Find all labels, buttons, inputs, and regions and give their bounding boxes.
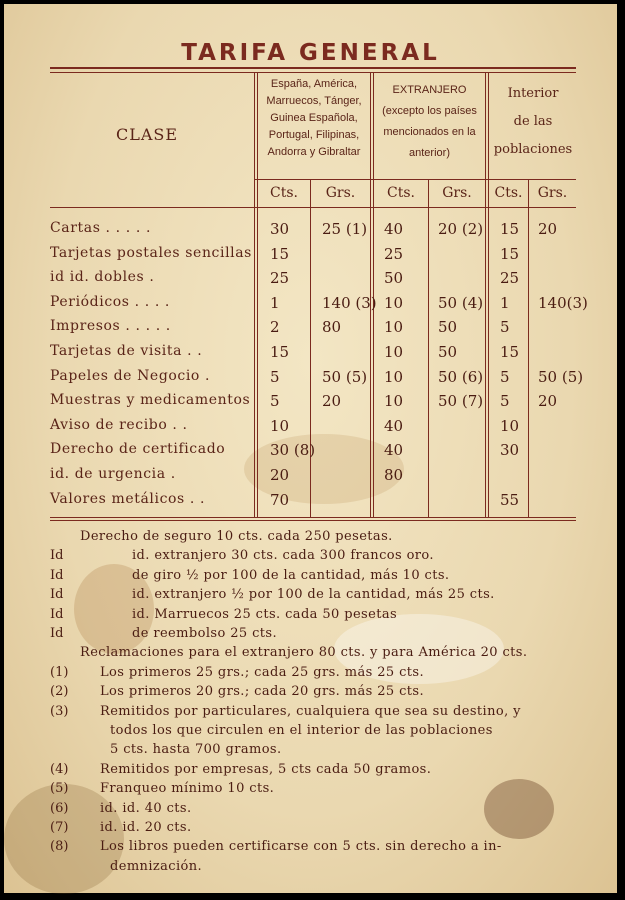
note-text: Reclamaciones para el extranjero 80 cts. y para América 20 cts.: [80, 645, 528, 660]
header-line: de las: [513, 114, 553, 129]
header-line: EXTRANJERO: [392, 84, 467, 96]
unit-cts: Cts.: [494, 185, 523, 201]
note-text: id. id. 40 cts.: [100, 801, 192, 816]
clase-header: CLASE: [116, 125, 179, 144]
tariff-cell: 25: [500, 269, 520, 287]
row-label: Derecho de certificado: [50, 441, 226, 457]
stain: [484, 779, 554, 839]
tariff-cell: 70: [270, 491, 290, 509]
table-rule-bottom-thin: [50, 520, 576, 521]
col-divider: [428, 179, 429, 517]
tariff-cell: 50: [384, 269, 404, 287]
tariff-cell: 5: [270, 368, 280, 386]
header-rule: [50, 207, 576, 208]
note-text: todos los que circulen en el interior de las poblaciones: [110, 723, 493, 738]
tariff-cell: 55: [500, 491, 520, 509]
header-line: (excepto los países: [382, 105, 477, 117]
tariff-cell: 15: [500, 245, 520, 263]
tariff-cell: 5: [500, 368, 510, 386]
note-mark: Id: [50, 568, 64, 583]
note-text: de reembolso 25 cts.: [132, 626, 277, 641]
tariff-cell: 30 (8): [270, 441, 316, 459]
tariff-cell: 50: [438, 343, 458, 361]
tariff-cell: 80: [384, 466, 404, 484]
tariff-cell: 25 (1): [322, 220, 368, 238]
tariff-cell: 50: [438, 318, 458, 336]
note-text: Los primeros 20 grs.; cada 20 grs. más 25 cts.: [100, 684, 424, 699]
note-mark: (2): [50, 684, 69, 699]
tariff-cell: 20: [322, 392, 342, 410]
note-text: Derecho de seguro 10 cts. cada 250 pesetas.: [80, 529, 393, 544]
note-text: id. id. 20 cts.: [100, 820, 192, 835]
tariff-cell: 1: [270, 294, 280, 312]
tariff-cell: 50 (7): [438, 392, 484, 410]
header-line: Andorra y Gibraltar: [267, 146, 361, 158]
stain: [244, 434, 404, 504]
note-mark: Id: [50, 626, 64, 641]
note-text: de giro ½ por 100 de la cantidad, más 10 cts.: [132, 568, 450, 583]
tariff-cell: 140 (3): [322, 294, 377, 312]
unit-grs: Grs.: [442, 185, 472, 201]
tariff-cell: 50 (5): [322, 368, 368, 386]
note-mark: (3): [50, 704, 69, 719]
note-text: id. Marruecos 25 cts. cada 50 pesetas: [132, 607, 398, 622]
note-text: Los primeros 25 grs.; cada 25 grs. más 25 cts.: [100, 665, 424, 680]
tariff-cell: 15: [270, 343, 290, 361]
header-line: Portugal, Filipinas,: [268, 129, 360, 141]
row-label: Aviso de recibo . .: [50, 417, 188, 433]
row-label: Periódicos . . . .: [50, 294, 170, 310]
tariff-cell: 40: [384, 220, 404, 238]
col-divider: [485, 72, 486, 517]
note-mark: (6): [50, 801, 69, 816]
table-rule-bottom: [50, 517, 576, 518]
tariff-cell: 1: [500, 294, 510, 312]
col-divider: [528, 179, 529, 517]
tariff-cell: 5: [270, 392, 280, 410]
tariff-cell: 20 (2): [438, 220, 484, 238]
tariff-cell: 15: [500, 220, 520, 238]
tariff-cell: 20: [270, 466, 290, 484]
header-line: Guinea Española,: [270, 112, 358, 124]
unit-cts: Cts.: [387, 185, 415, 201]
row-label: Valores metálicos . .: [50, 491, 206, 507]
tariff-cell: 10: [384, 318, 404, 336]
note-text: demnización.: [110, 859, 203, 874]
tariff-cell: 10: [270, 417, 290, 435]
note-mark: (8): [50, 839, 69, 854]
note-text: Franqueo mínimo 10 cts.: [100, 781, 275, 796]
row-label: id. de urgencia .: [50, 466, 176, 482]
note-text: id. extranjero 30 cts. cada 300 francos oro.: [132, 548, 434, 563]
tariff-cell: 20: [538, 220, 558, 238]
row-label: id id. dobles .: [50, 269, 155, 285]
tariff-cell: 5: [500, 318, 510, 336]
unit-grs: Grs.: [325, 185, 356, 201]
tariff-cell: 40: [384, 417, 404, 435]
table-rule-top: [50, 67, 576, 69]
tariff-cell: 50 (4): [438, 294, 484, 312]
header-line: anterior): [409, 147, 450, 159]
header-line: poblaciones: [493, 142, 573, 157]
header-group-extranjero: [374, 80, 485, 164]
header-line: mencionados en la: [383, 126, 476, 138]
header-line: Marruecos, Tánger,: [266, 95, 362, 107]
tariff-cell: 40: [384, 441, 404, 459]
note-text: 5 cts. hasta 700 gramos.: [110, 742, 282, 757]
col-divider: [254, 72, 255, 517]
tariff-cell: 15: [500, 343, 520, 361]
row-label: Impresos . . . . .: [50, 318, 171, 334]
tariff-cell: 140(3): [538, 294, 588, 312]
note-mark: (7): [50, 820, 69, 835]
tariff-cell: 30: [500, 441, 520, 459]
row-label: Papeles de Negocio .: [50, 368, 211, 384]
note-text: id. extranjero ½ por 100 de la cantidad, más 25 cts.: [132, 587, 495, 602]
header-group-interior: [489, 80, 577, 164]
tariff-cell: 50 (5): [538, 368, 584, 386]
note-mark: Id: [50, 548, 64, 563]
header-line: España, América,: [270, 78, 358, 90]
unit-grs: Grs.: [537, 185, 568, 201]
tariff-cell: 10: [384, 343, 404, 361]
note-mark: Id: [50, 587, 64, 602]
tariff-cell: 10: [384, 368, 404, 386]
header-line: Interior: [507, 86, 559, 101]
tariff-cell: 25: [270, 269, 290, 287]
note-text: Los libros pueden certificarse con 5 cts. sin derecho a in-: [100, 839, 502, 854]
unit-cts: Cts.: [270, 185, 298, 201]
note-mark: Id: [50, 607, 64, 622]
tariff-cell: 2: [270, 318, 280, 336]
row-label: Tarjetas postales sencillas: [50, 245, 252, 261]
tariff-cell: 10: [500, 417, 520, 435]
page-title: TARIFA GENERAL: [181, 40, 440, 66]
row-label: Cartas . . . . .: [50, 220, 152, 236]
table-rule-top-thin: [50, 72, 576, 73]
tariff-cell: 30: [270, 220, 290, 238]
note-text: Remitidos por empresas, 5 cts cada 50 gramos.: [100, 762, 432, 777]
tariff-cell: 10: [384, 294, 404, 312]
tariff-cell: 20: [538, 392, 558, 410]
tariff-card: [4, 4, 617, 893]
tariff-cell: 10: [384, 392, 404, 410]
tariff-cell: 15: [270, 245, 290, 263]
row-label: Muestras y medicamentos: [50, 392, 251, 408]
tariff-cell: 80: [322, 318, 342, 336]
header-group-spain: [258, 76, 370, 161]
note-mark: (4): [50, 762, 69, 777]
note-mark: (5): [50, 781, 69, 796]
tariff-cell: 50 (6): [438, 368, 484, 386]
tariff-cell: 25: [384, 245, 404, 263]
tariff-cell: 5: [500, 392, 510, 410]
note-text: Remitidos por particulares, cualquiera que sea su destino, y: [100, 704, 521, 719]
note-mark: (1): [50, 665, 69, 680]
row-label: Tarjetas de visita . .: [50, 343, 203, 359]
col-divider: [310, 179, 311, 517]
